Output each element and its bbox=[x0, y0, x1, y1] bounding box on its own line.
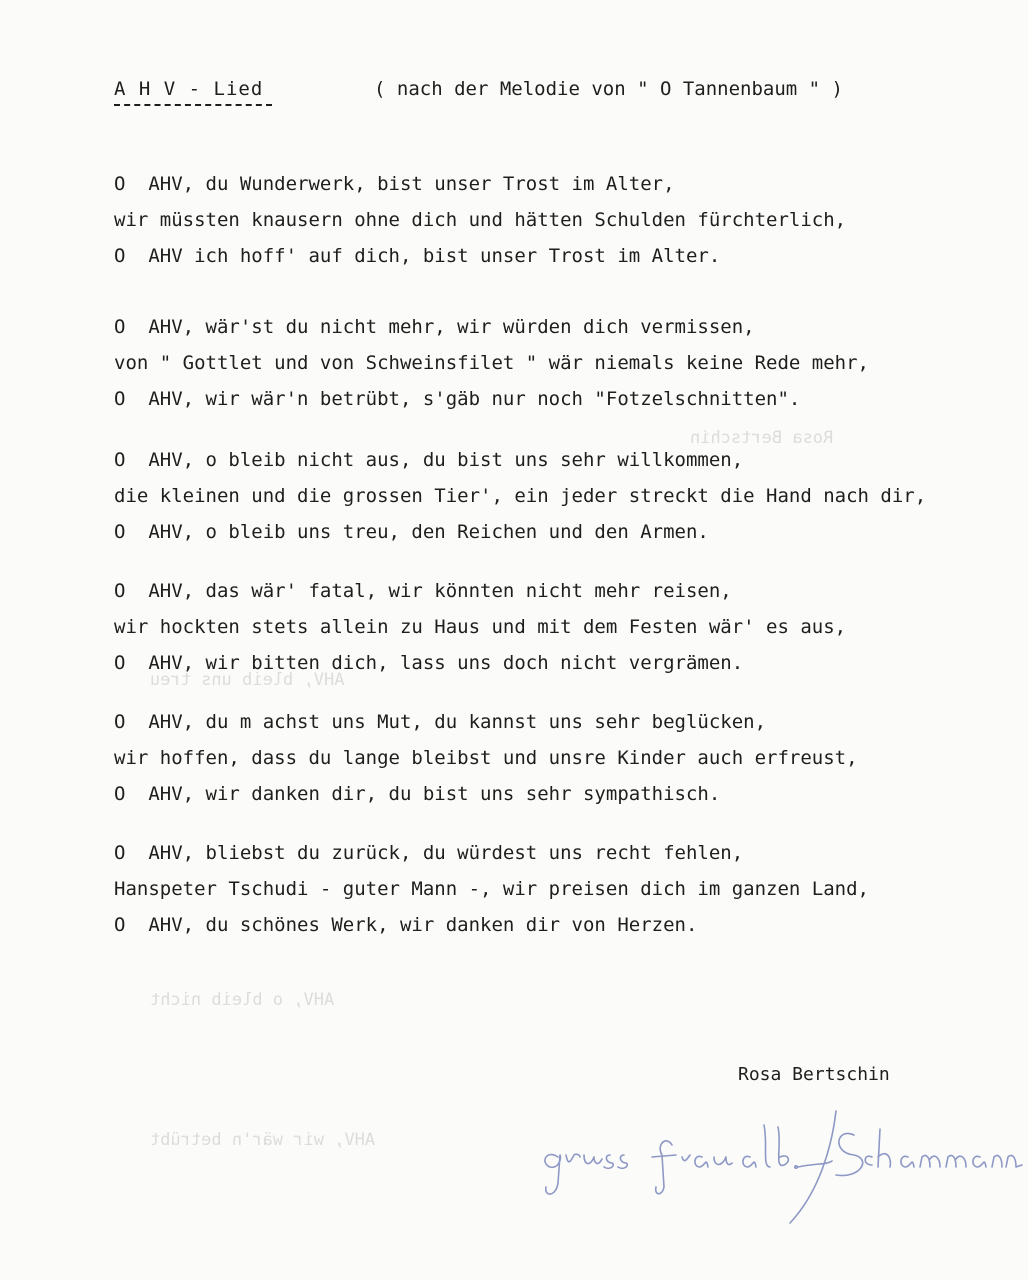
stanza bbox=[114, 166, 846, 274]
verse-line: Hanspeter Tschudi - guter Mann -, wir preisen dich im ganzen Land, bbox=[114, 878, 869, 900]
verse-line: O AHV, o bleib uns treu, den Reichen und den Armen. bbox=[114, 521, 709, 543]
verse-line: O AHV, du m achst uns Mut, du kannst uns sehr beglücken, bbox=[114, 711, 767, 733]
verse-line: O AHV ich hoff' auf dich, bist unser Trost im Alter. bbox=[114, 245, 721, 267]
signature-drawing bbox=[536, 1105, 1026, 1225]
stanza bbox=[114, 704, 858, 812]
stanza bbox=[114, 309, 869, 417]
song-title: A H V - Lied bbox=[114, 78, 264, 100]
melody-note: ( nach der Melodie von " O Tannenbaum " ) bbox=[374, 78, 843, 100]
verse-line: O AHV, das wär' fatal, wir könnten nicht mehr reisen, bbox=[114, 580, 732, 602]
handwritten-signature bbox=[536, 1105, 1026, 1225]
bleed-through-decoration: Rosa Bertschin bbox=[690, 428, 834, 448]
author-name: Rosa Bertschin bbox=[738, 1064, 890, 1085]
verse-line: O AHV, du Wunderwerk, bist unser Trost im Alter, bbox=[114, 173, 675, 195]
verse-line: O AHV, o bleib nicht aus, du bist uns sehr willkommen, bbox=[114, 449, 744, 471]
verse-line: O AHV, bliebst du zurück, du würdest uns recht fehlen, bbox=[114, 842, 744, 864]
stanza bbox=[114, 442, 926, 550]
title-underline bbox=[114, 104, 272, 106]
verse-line: O AHV, wir wär'n betrübt, s'gäb nur noch "Fotzelschnitten". bbox=[114, 388, 801, 410]
verse-line: die kleinen und die grossen Tier', ein jeder streckt die Hand nach dir, bbox=[114, 485, 927, 507]
bleed-through-decoration: AHV, bleib uns treu bbox=[150, 670, 345, 690]
stanza bbox=[114, 835, 869, 943]
verse-line: von " Gottlet und von Schweinsfilet " wär niemals keine Rede mehr, bbox=[114, 352, 869, 374]
verse-line: O AHV, du schönes Werk, wir danken dir von Herzen. bbox=[114, 914, 698, 936]
stanza bbox=[114, 573, 846, 681]
bleed-through-decoration: AHV, o bleib nicht bbox=[150, 990, 335, 1010]
verse-line: wir hoffen, dass du lange bleibst und unsre Kinder auch erfreust, bbox=[114, 747, 858, 769]
bleed-through-decoration: AHV, wir wär'n betrübt bbox=[150, 1130, 376, 1150]
verse-line: wir müssten knausern ohne dich und hätten Schulden fürchterlich, bbox=[114, 209, 847, 231]
verse-line: O AHV, wär'st du nicht mehr, wir würden dich vermissen, bbox=[114, 316, 755, 338]
verse-line: O AHV, wir danken dir, du bist uns sehr sympathisch. bbox=[114, 783, 721, 805]
verse-line: O AHV, wir bitten dich, lass uns doch nicht vergrämen. bbox=[114, 652, 744, 674]
verse-line: wir hockten stets allein zu Haus und mit dem Festen wär' es aus, bbox=[114, 616, 847, 638]
